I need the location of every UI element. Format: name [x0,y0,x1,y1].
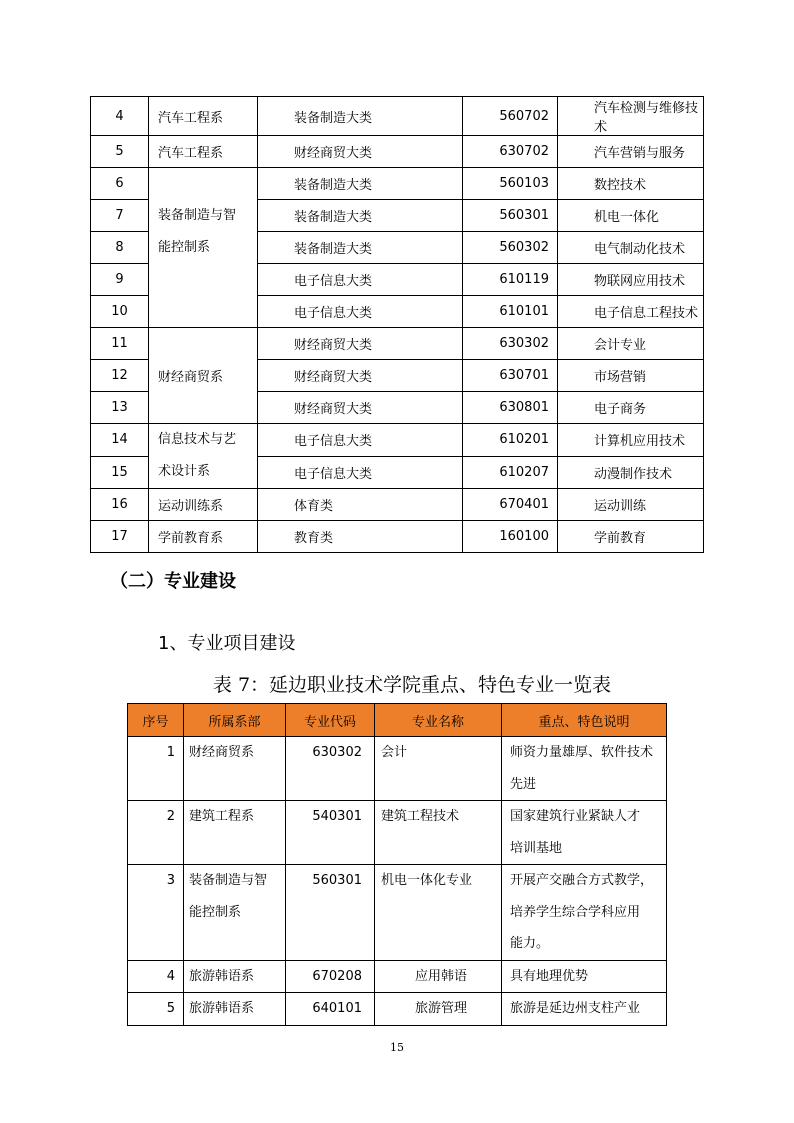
category-cell: 装备制造大类 [258,168,463,200]
table-row [91,489,704,521]
code-cell: 610207 [463,456,558,489]
table-row [128,993,667,1026]
row-number: 7 [91,200,149,232]
description-line: 旅游是延边州支柱产业 [510,1001,641,1016]
table-header-row [128,704,667,737]
major-cell: 会计专业 [558,328,704,360]
category-cell: 装备制造大类 [258,200,463,232]
major-cell: 电子信息工程技术 [558,296,704,328]
table-row [91,97,704,136]
category-cell: 财经商贸大类 [258,392,463,424]
major-cell: 计算机应用技术 [558,424,704,457]
row-number: 14 [91,424,149,457]
table-row [91,328,704,360]
department-cell: 运动训练系 [149,489,258,521]
major-cell: 电子商务 [558,392,704,424]
table-caption: 表 7：延边职业技术学院重点、特色专业一览表 [212,674,612,696]
table-row [128,737,667,801]
department-cell-merged: 财经商贸系 [149,328,258,424]
category-cell: 电子信息大类 [258,424,463,457]
description-cell [502,865,667,961]
code-cell: 610101 [463,296,558,328]
category-cell: 装备制造大类 [258,97,463,136]
department-cell: 汽车工程系 [149,136,258,168]
row-number: 10 [91,296,149,328]
department-line: 能控制系 [158,240,211,255]
description-cell [502,737,667,801]
row-number: 5 [128,993,184,1026]
major-cell: 电气制动化技术 [558,232,704,264]
header-cell: 所属系部 [184,704,286,737]
row-number: 3 [128,865,184,961]
row-number: 4 [128,960,184,993]
table-row [91,424,704,457]
department-cell: 财经商贸系 [184,737,286,801]
department-line: 术设计系 [158,464,211,479]
description-line: 开展产交融合方式教学， [510,873,654,888]
description-line: 培养学生综合学科应用 [510,904,641,920]
major-cell: 机电一体化专业 [375,865,502,961]
code-cell: 610119 [463,264,558,296]
row-number: 4 [91,97,149,136]
majors-table [90,96,704,553]
header-cell: 重点、特色说明 [502,704,667,737]
category-cell: 装备制造大类 [258,232,463,264]
code-cell: 630302 [463,328,558,360]
table-row [91,168,704,200]
row-number: 16 [91,489,149,521]
department-line: 信息技术与艺 [158,432,237,447]
department-line: 能控制系 [189,904,242,920]
category-cell: 财经商贸大类 [258,360,463,392]
department-line: 装备制造与智 [189,873,268,888]
description-cell [502,993,667,1026]
major-cell: 运动训练 [558,489,704,521]
category-cell: 电子信息大类 [258,296,463,328]
table-row [128,801,667,865]
row-number: 6 [91,168,149,200]
row-number: 1 [128,737,184,801]
major-cell: 会计 [375,737,502,801]
major-cell: 建筑工程技术 [375,801,502,865]
major-cell: 动漫制作技术 [558,456,704,489]
department-cell: 旅游韩语系 [184,960,286,993]
row-number: 13 [91,392,149,424]
description-line: 先进 [510,776,537,792]
department-cell: 建筑工程系 [184,801,286,865]
code-cell: 630801 [463,392,558,424]
table-row [91,136,704,168]
major-cell: 汽车营销与服务 [558,136,704,168]
category-cell: 电子信息大类 [258,456,463,489]
row-number: 8 [91,232,149,264]
description-line: 国家建筑行业紧缺人才 [510,809,641,824]
row-number: 12 [91,360,149,392]
description-line: 能力。 [510,936,550,951]
header-cell: 专业代码 [286,704,375,737]
major-cell: 物联网应用技术 [558,264,704,296]
code-cell: 560301 [286,865,375,961]
code-cell: 540301 [286,801,375,865]
row-number: 17 [91,521,149,553]
major-cell: 机电一体化 [558,200,704,232]
description-line: 师资力量雄厚、软件技术 [510,745,654,760]
subsection-heading: 1、专业项目建设 [158,633,296,654]
code-cell: 670208 [286,960,375,993]
code-cell: 560702 [463,97,558,136]
section-heading: （二）专业建设 [110,571,236,592]
category-cell: 财经商贸大类 [258,328,463,360]
category-cell: 电子信息大类 [258,264,463,296]
code-cell: 610201 [463,424,558,457]
code-cell: 630701 [463,360,558,392]
row-number: 15 [91,456,149,489]
table-row [128,960,667,993]
major-cell: 学前教育 [558,521,704,553]
row-number: 9 [91,264,149,296]
department-cell-merged [149,424,258,489]
description-cell [502,801,667,865]
table-row [91,521,704,553]
row-number: 11 [91,328,149,360]
category-cell: 体育类 [258,489,463,521]
major-cell: 应用韩语 [375,960,502,993]
department-line: 装备制造与智 [158,208,237,223]
code-cell: 630702 [463,136,558,168]
code-cell: 670401 [463,489,558,521]
code-cell: 560302 [463,232,558,264]
major-cell: 旅游管理 [375,993,502,1026]
code-cell: 560103 [463,168,558,200]
major-cell: 数控技术 [558,168,704,200]
category-cell: 教育类 [258,521,463,553]
code-cell: 640101 [286,993,375,1026]
department-cell-merged [149,168,258,328]
code-cell: 160100 [463,521,558,553]
code-cell: 560301 [463,200,558,232]
major-cell: 汽车检测与维修技术 [558,97,704,136]
category-cell: 财经商贸大类 [258,136,463,168]
code-cell: 630302 [286,737,375,801]
row-number: 2 [128,801,184,865]
header-cell: 序号 [128,704,184,737]
department-cell: 旅游韩语系 [184,993,286,1026]
department-cell [184,865,286,961]
page-number: 15 [390,1041,404,1054]
department-cell: 学前教育系 [149,521,258,553]
header-cell: 专业名称 [375,704,502,737]
key-majors-table [127,703,667,1026]
major-cell: 市场营销 [558,360,704,392]
table-row [128,865,667,961]
department-cell: 汽车工程系 [149,97,258,136]
description-line: 培训基地 [510,840,563,856]
description-line: 具有地理优势 [510,968,589,984]
description-cell [502,960,667,993]
row-number: 5 [91,136,149,168]
